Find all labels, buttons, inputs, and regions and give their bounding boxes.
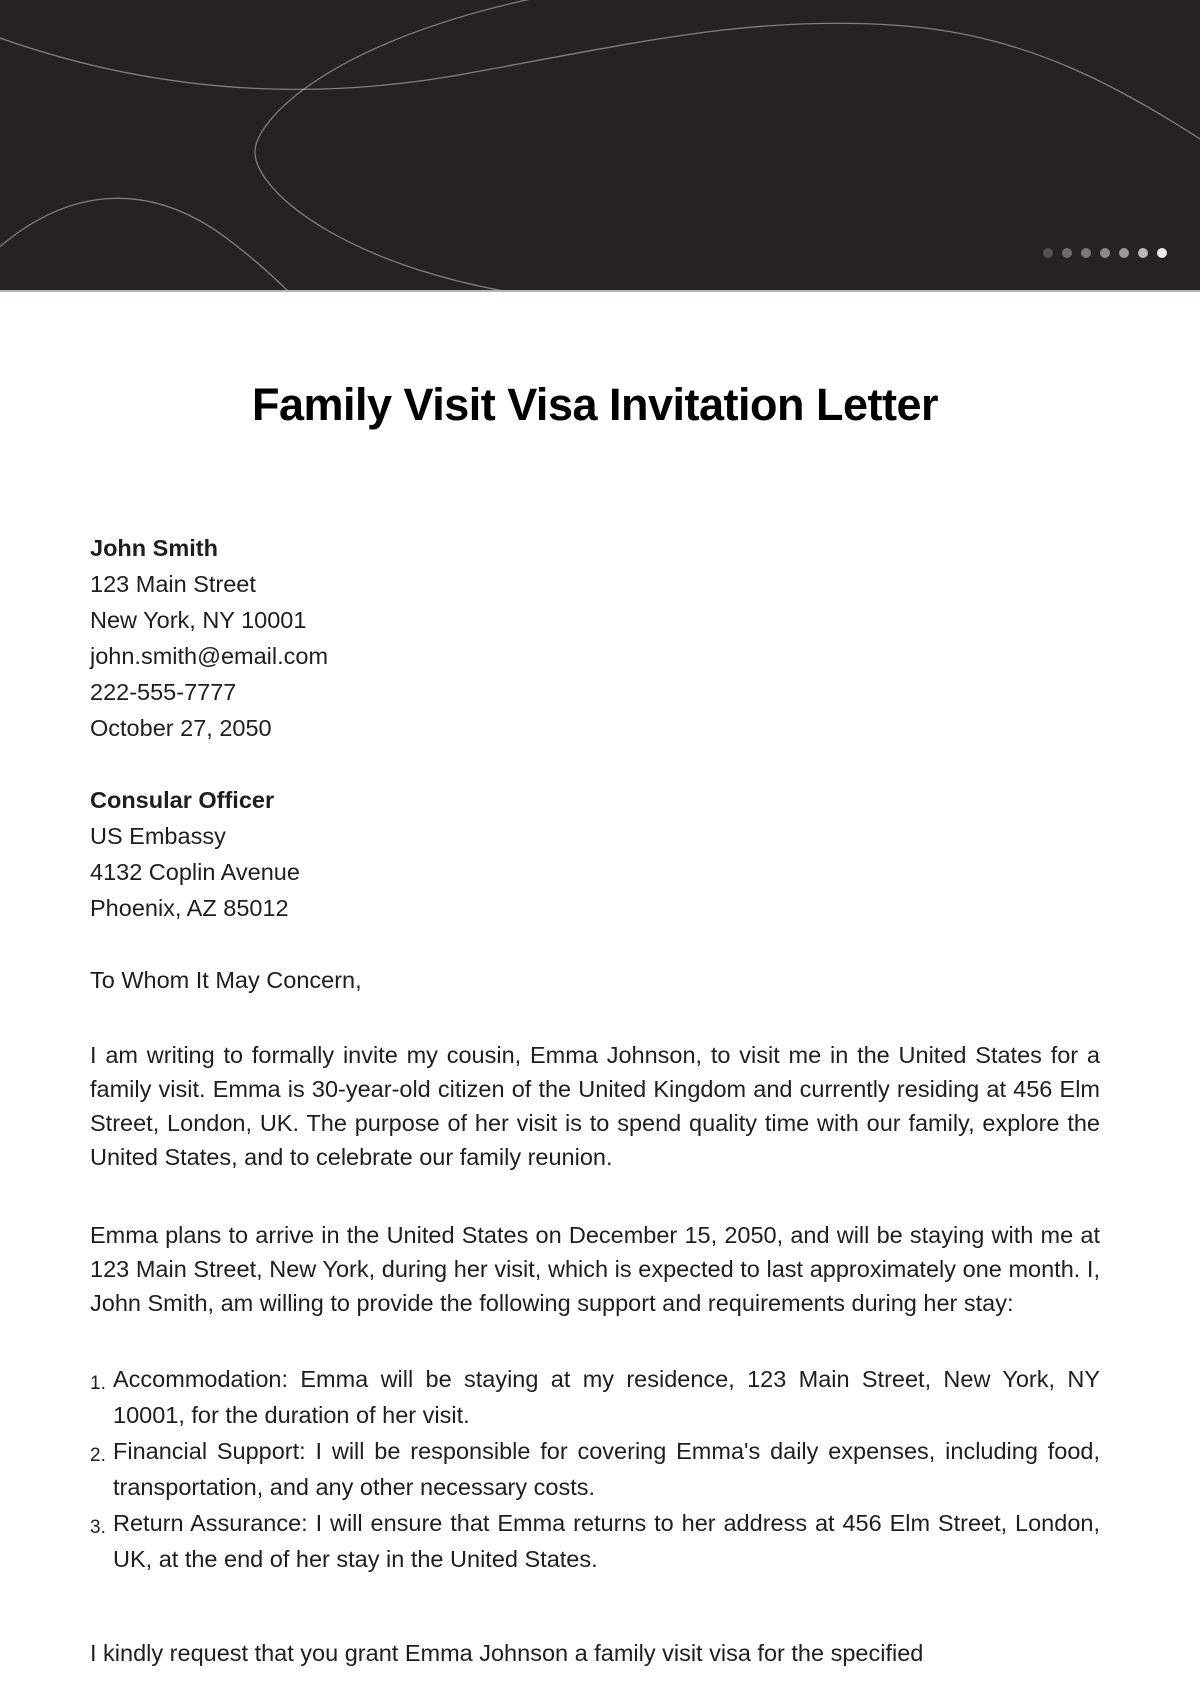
list-item — [90, 1505, 1100, 1577]
sender-email: john.smith@email.com — [90, 643, 329, 669]
sender-street: 123 Main Street — [90, 571, 256, 597]
recipient-city: Phoenix, AZ 85012 — [90, 895, 289, 921]
salutation: To Whom It May Concern, — [90, 967, 362, 993]
recipient-block — [90, 782, 1100, 926]
header-banner — [0, 0, 1200, 292]
body-paragraph-1: I am writing to formally invite my cousin, Emma Johnson, to visit me in the United States for a family visit. Emma is 30-year-old citizen of the United Kingdom and currently residing at 456 Elm Street, London, UK. The purpose of her visit is to spend quality time with our family, explore the United States, and to celebrate our family reunion. — [90, 1042, 1100, 1170]
carousel-dot[interactable] — [1081, 248, 1091, 258]
closing-paragraph: I kindly request that you grant Emma Johnson a family visit visa for the specified — [90, 1640, 924, 1666]
body-paragraph-2: Emma plans to arrive in the United States on December 15, 2050, and will be staying with me at 123 Main Street, New York, during her visit, which is expected to last approximately one month. I, John Smith, am willing to provide the following support and requirements during her stay: — [90, 1222, 1100, 1316]
list-item-text: Accommodation: Emma will be staying at my residence, 123 Main Street, New York, NY 10001, for the duration of her visit. — [113, 1366, 1100, 1428]
list-item-number: 3. — [90, 1517, 106, 1538]
sender-name: John Smith — [90, 535, 218, 561]
recipient-name: Consular Officer — [90, 787, 275, 813]
letter-date: October 27, 2050 — [90, 715, 272, 741]
carousel-dot[interactable] — [1062, 248, 1072, 258]
sender-city: New York, NY 10001 — [90, 607, 307, 633]
carousel-dot[interactable] — [1100, 248, 1110, 258]
carousel-dot[interactable] — [1043, 248, 1053, 258]
list-item-text: Financial Support: I will be responsible for covering Emma's daily expenses, including food, transportation, and any other necessary costs. — [113, 1438, 1100, 1500]
carousel-dot[interactable] — [1119, 248, 1129, 258]
carousel-dots — [1043, 248, 1167, 258]
letter-document — [0, 378, 1200, 1670]
list-item-number: 2. — [90, 1445, 106, 1466]
list-item — [90, 1361, 1100, 1433]
sender-phone: 222-555-7777 — [90, 679, 237, 705]
sender-block — [90, 530, 1100, 746]
carousel-dot[interactable] — [1138, 248, 1148, 258]
banner-decorative-curves — [0, 0, 1200, 292]
list-item-number: 1. — [90, 1373, 106, 1394]
recipient-org: US Embassy — [90, 823, 226, 849]
list-item-text: Return Assurance: I will ensure that Emma returns to her address at 456 Elm Street, London, UK, at the end of her stay in the United States. — [113, 1510, 1100, 1572]
carousel-dot[interactable] — [1157, 248, 1167, 258]
letter-title: Family Visit Visa Invitation Letter — [251, 379, 939, 430]
support-list — [90, 1361, 1100, 1577]
list-item — [90, 1433, 1100, 1505]
recipient-street: 4132 Coplin Avenue — [90, 859, 300, 885]
